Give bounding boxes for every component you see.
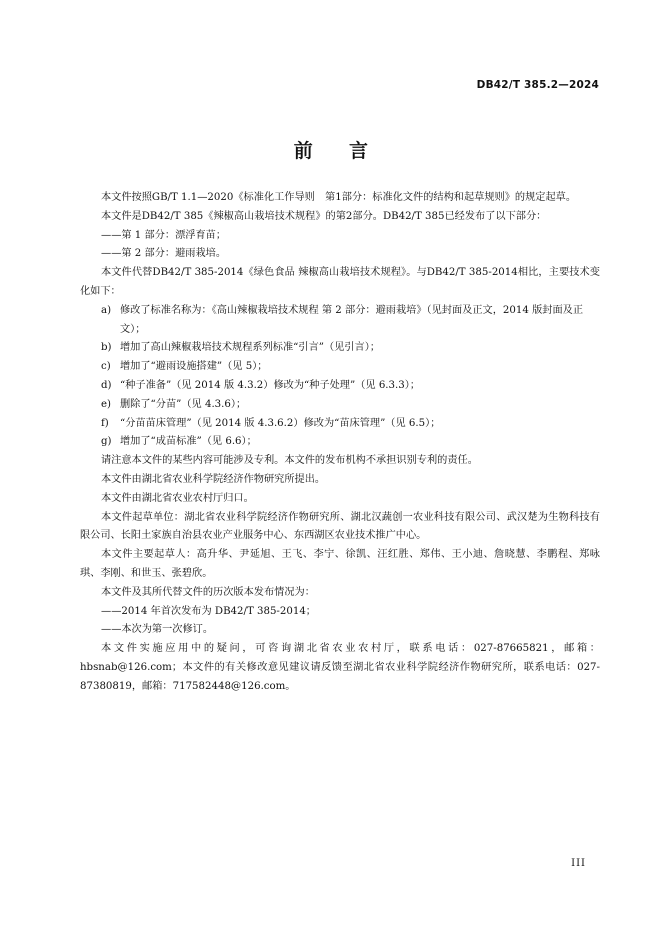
change-item-label: d) xyxy=(101,379,112,391)
change-item-label: g) xyxy=(101,436,112,448)
document-code: DB42/T 385.2—2024 xyxy=(476,79,599,91)
change-item-label: b) xyxy=(101,342,112,354)
change-item xyxy=(80,396,600,415)
change-item-text: 删除了“分苗”（见 4.3.6）； xyxy=(120,398,247,410)
foreword-body xyxy=(80,189,600,697)
change-item xyxy=(80,339,600,358)
paragraph-drafting-rules: 本文件按照GB/T 1.1—2020《标准化工作导则 第1部分：标准化文件的结构和起草规则》的规定起草。 xyxy=(101,192,577,203)
change-item-label: a) xyxy=(101,304,112,316)
change-item-label: f) xyxy=(101,417,109,429)
paragraph-replaces: 本文件代替DB42/T 385-2014《绿色食品 辣椒高山栽培技术规程》。与DB42/T 385-2014相比，主要技术变化如下： xyxy=(80,267,600,297)
change-item-text: 增加了“避雨设施搭建”（见 5）； xyxy=(120,361,268,373)
change-item-text: 增加了“成苗标准”（见 6.6）； xyxy=(120,436,257,448)
change-item xyxy=(80,433,600,452)
part-list-item: ——第 1 部分：漂浮育苗； xyxy=(101,229,227,241)
change-item-label: c) xyxy=(101,361,111,373)
page-title xyxy=(0,136,662,163)
paragraph-series-part: 本文件是DB42/T 385《辣椒高山栽培技术规程》的第2部分。DB42/T 385已经发布了以下部分： xyxy=(101,210,547,222)
page-number: III xyxy=(571,858,586,869)
part-list-item: ——第 2 部分：避雨栽培。 xyxy=(101,248,227,260)
paragraph-history: 本文件及其所代替文件的历次版本发布情况为： xyxy=(101,586,315,598)
change-item xyxy=(80,377,600,396)
change-item-text: 修改了标准名称为：《高山辣椒栽培技术规程 第 2 部分：避雨栽培》（见封面及正文，2014 版封面及正文）； xyxy=(120,304,584,335)
paragraph-drafters: 本文件主要起草人：高升华、尹延旭、王飞、李宁、徐凯、汪红胜、郑伟、王小迪、詹晓慧、李鹏程、郑咏琪、李刚、和世玉、张碧欣。 xyxy=(80,549,600,579)
change-item-text: 增加了高山辣椒栽培技术规程系列标准“引言”（见引言）； xyxy=(120,342,381,354)
paragraph-patent: 请注意本文件的某些内容可能涉及专利。本文件的发布机构不承担识别专利的责任。 xyxy=(101,455,478,467)
paragraph-contact: 本文件实施应用中的疑问，可咨询湖北省农业农村厅，联系电话：027-87665821，邮箱：hbsnab@126.com；本文件的有关修改意见建议请反馈至湖北省农业科学院经济作物研究所，联系电话：027-87380819，邮箱：717582448@126.com。 xyxy=(80,643,600,692)
title-char-2: 言 xyxy=(349,140,369,162)
paragraph-drafting-units: 本文件起草单位：湖北省农业科学院经济作物研究所、湖北汉蔬创一农业科技有限公司、武汉楚为生物科技有限公司、长阳土家族自治县农业产业服务中心、东西湖区农业技术推广中心。 xyxy=(80,511,600,542)
change-item-text: “分苗苗床管理”（见 2014 版 4.3.6.2）修改为“苗床管理”（见 6.5）； xyxy=(120,417,441,429)
title-char-1: 前 xyxy=(293,140,313,162)
change-item-label: e) xyxy=(101,398,112,410)
paragraph-administrator: 本文件由湖北省农业农村厅归口。 xyxy=(101,492,254,504)
change-item-text: “种子准备”（见 2014 版 4.3.2）修改为“种子处理”（见 6.3.3）； xyxy=(120,379,421,391)
history-list-item: ——本次为第一次修订。 xyxy=(101,624,214,636)
change-item xyxy=(80,415,600,434)
history-list-item: ——2014 年首次发布为 DB42/T 385-2014； xyxy=(101,605,316,617)
paragraph-proposer: 本文件由湖北省农业科学院经济作物研究所提出。 xyxy=(101,473,326,485)
change-item xyxy=(80,358,600,377)
change-item xyxy=(80,302,600,340)
